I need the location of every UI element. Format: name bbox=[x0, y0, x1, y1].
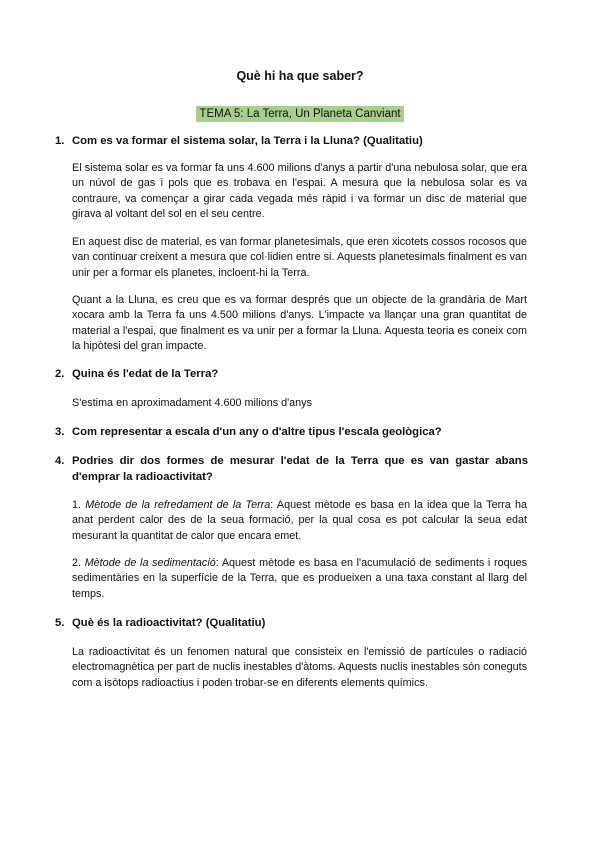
question-number: 3. bbox=[55, 426, 65, 438]
method-description: : Aquest mètode es basa en l'acumulació de sediments i roques sedimentàries en la superfície de la Terra, que es produeixen a una taxa constant al llarg del temps. bbox=[72, 557, 527, 600]
method-description: : Aquest mètode es basa en la idea que la Terra ha anat perdent calor des de la seua formació, per la qual cosa es pot calcular la seua edat mesurant la quantitat de calor que encara emet. bbox=[72, 499, 527, 542]
question-3 bbox=[55, 425, 528, 441]
answer-1-paragraph-2: En aquest disc de material, es van formar planetesimals, que eren xicotets cossos rocosos que van continuar creixent a mesura que col·lidien entre si. Aquests planetesimals finalment es van unir per a formar els planetes, incloent-hi la Terra. bbox=[72, 236, 527, 279]
question-number: 4. bbox=[55, 455, 65, 467]
question-number: 2. bbox=[55, 368, 65, 380]
question-text: Com es va formar el sistema solar, la Terra i la Lluna? (Qualitatiu) bbox=[72, 135, 423, 147]
page-title: Què hi ha que saber? bbox=[236, 69, 364, 83]
method-number: 1. bbox=[72, 499, 86, 511]
answer-1-paragraph-3: Quant a la Lluna, es creu que es va formar després que un objecte de la grandària de Mart xocara amb la Terra fa uns 4.500 milions d'anys. L'impacte va llançar una gran quantitat de material a l'espai, que finalment es va unir per a formar la Lluna. Aquesta teoria es coneix com la hipòtesi del gran impacte. bbox=[72, 294, 527, 353]
method-name: Mètode de la sedimentació bbox=[84, 557, 216, 569]
topic-heading: TEMA 5: La Terra, Un Planeta Canviant bbox=[196, 106, 403, 122]
question-5 bbox=[55, 616, 528, 632]
question-text: Podries dir dos formes de mesurar l'edat de la Terra que es van gastar abans d'emprar la radioactivitat? bbox=[72, 455, 528, 483]
answer-2-paragraph-1: S'estima en aproximadament 4.600 milions d'anys bbox=[72, 397, 312, 409]
question-number: 1. bbox=[55, 135, 65, 147]
topic-heading-wrap bbox=[0, 104, 600, 122]
question-4 bbox=[55, 454, 528, 485]
question-2 bbox=[55, 367, 528, 383]
answer-1-paragraph-1: El sistema solar es va formar fa uns 4.600 milions d'anys a partir d'una nebulosa solar, que era un núvol de gas i pols que es trobava en l'espai. A mesura que la nebulosa solar es va contraure, va començar a girar cada vegada més ràpid i va formar un disc de material que girava al voltant del sol en el seu centre. bbox=[72, 162, 527, 221]
question-1 bbox=[55, 134, 528, 150]
question-text: Com representar a escala d'un any o d'altre tipus l'escala geològica? bbox=[72, 426, 442, 438]
method-name: Mètode de la refredament de la Terra bbox=[85, 499, 271, 511]
answer-4-method-2 bbox=[72, 556, 527, 602]
method-number: 2. bbox=[72, 557, 85, 569]
answer-4-method-1 bbox=[72, 498, 527, 544]
answer-5-paragraph-1: La radioactivitat és un fenomen natural que consisteix en l'emissió de partícules o radiació electromagnètica per part de nuclis inestables d'àtoms. Aquests nuclis inestables són coneguts com a isòtops radioactius i poden trobar-se en diferents elements químics. bbox=[72, 646, 527, 689]
question-number: 5. bbox=[55, 617, 65, 629]
question-text: Què és la radioactivitat? (Qualitatiu) bbox=[72, 617, 266, 629]
question-text: Quina és l'edat de la Terra? bbox=[72, 368, 219, 380]
